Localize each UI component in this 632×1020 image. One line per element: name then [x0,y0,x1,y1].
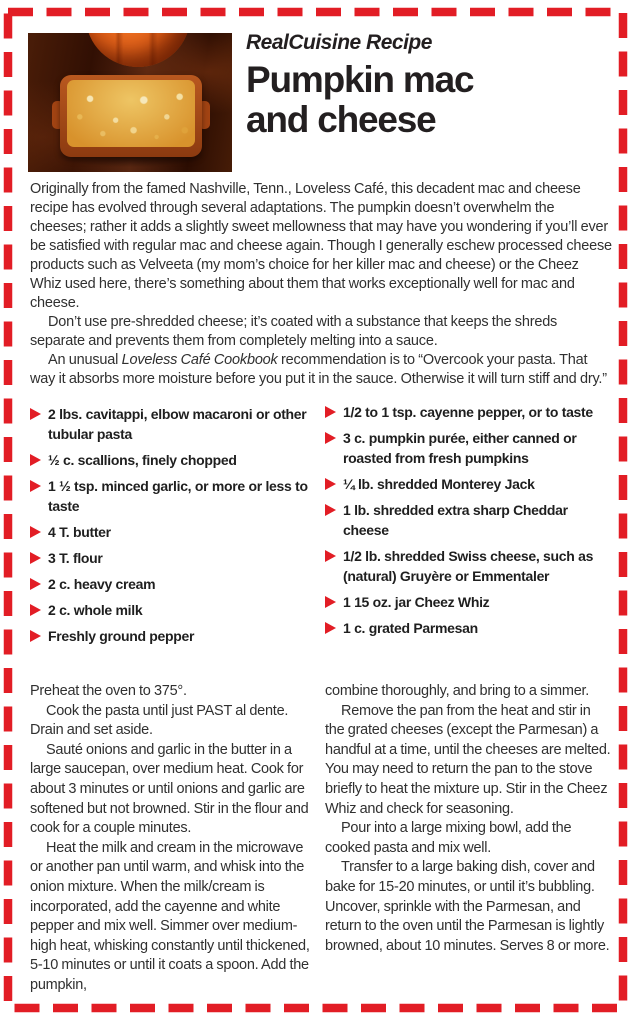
direction-paragraph: Sauté onions and garlic in the butter in a large saucepan, over medium heat. Cook for about 3 minutes or until onions and garlic are softened but not browned. Stir in the flour and cook for a couple minutes. [30,741,309,837]
ingredient-text: 1/2 to 1 tsp. cayenne pepper, or to taste [343,404,593,420]
ingredient-text: 2 c. heavy cream [48,576,156,592]
ingredient-text: ¼ lb. shredded Monterey Jack [343,476,535,492]
triangle-bullet-icon [325,596,336,608]
recipe-photo [28,33,232,172]
intro-p3-before: An unusual [48,352,122,368]
title-line-1: Pumpkin mac [246,59,474,100]
triangle-bullet-icon [325,504,336,516]
ingredient-item [30,548,322,568]
ingredient-item [30,600,322,620]
ingredients-column-right [325,402,617,644]
ingredient-text: 3 c. pumpkin purée, either canned or roasted from fresh pumpkins [343,430,577,466]
direction-paragraph: Cook the pasta until just PAST al dente. Drain and set aside. [30,702,289,739]
intro-paragraph-1: Originally from the famed Nashville, Tenn., Loveless Café, this decadent mac and cheese recipe has evolved through several adaptations. The pumpkin doesn’t overwhelm the cheeses; rather it adds a slightly sweet mellowness that may have you wondering if you’ll ever be satisfied with regular mac and cheese again. Though I generally eschew processed cheese products such as Velveeta (my mom’s choice for her killer mac and cheese) or the Cheez Whiz used here, there’s something about them that works exceptionally well for mac and cheese. [30,181,612,311]
triangle-bullet-icon [325,478,336,490]
ingredient-item [30,574,322,594]
triangle-bullet-icon [30,578,41,590]
ingredient-item [325,402,617,422]
cookbook-title: Loveless Café Cookbook [121,352,278,368]
ingredient-text: 3 T. flour [48,550,103,566]
directions-column-left [30,682,318,996]
triangle-bullet-icon [325,622,336,634]
triangle-bullet-icon [30,630,41,642]
ingredient-text: 1 lb. shredded extra sharp Cheddar cheese [343,502,568,538]
direction-paragraph: Remove the pan from the heat and stir in the grated cheeses (except the Parmesan) a handful at a time, until the cheeses are melted. You may need to return the pan to the stove briefly to heat the mixture up. Stir in the Cheez Whiz and check for seasoning. [325,702,611,817]
title-line-2: and cheese [246,99,436,140]
ingredient-item [325,546,617,586]
ingredient-item [30,522,322,542]
ingredient-item [30,626,322,646]
ingredient-text: 1 ½ tsp. minced garlic, or more or less to taste [48,478,308,514]
direction-paragraph: Pour into a large mixing bowl, add the cooked pasta and mix well. [325,820,572,856]
triangle-bullet-icon [30,480,41,492]
ingredient-item [325,618,617,638]
ingredient-text: 1 c. grated Parmesan [343,620,478,636]
intro-section [30,180,612,389]
triangle-bullet-icon [30,408,41,420]
direction-paragraph: Transfer to a large baking dish, cover and bake for 15-20 minutes, or until it’s bubbling. Uncover, sprinkle with the Parmesan, and return to the oven until the Parmesan is lightly browned, about 10 minutes. Serves 8 or more. [325,859,610,954]
intro-paragraph-2: Don’t use pre-shredded cheese; it’s coated with a substance that keeps the shreds separate and prevents them from completely melting into a sauce. [30,314,558,349]
ingredient-text: 2 lbs. cavitappi, elbow macaroni or other tubular pasta [48,406,307,442]
casserole-dish [60,75,202,157]
ingredient-text: 2 c. whole milk [48,602,143,618]
masthead [246,31,606,140]
triangle-bullet-icon [30,526,41,538]
direction-paragraph: Preheat the oven to 375°. [30,683,187,699]
recipe-title [246,60,606,140]
ingredient-item [30,404,322,444]
triangle-bullet-icon [30,552,41,564]
ingredient-text: 1 15 oz. jar Cheez Whiz [343,594,490,610]
triangle-bullet-icon [30,604,41,616]
triangle-bullet-icon [30,454,41,466]
kicker: RealCuisine Recipe [246,31,432,54]
ingredient-item [325,500,617,540]
triangle-bullet-icon [325,550,336,562]
ingredients-column-left [30,404,322,652]
ingredient-text: ½ c. scallions, finely chopped [48,452,237,468]
direction-paragraph: Heat the milk and cream in the microwave or another pan until warm, and whisk into the onion mixture. When the milk/cream is incorporated, add the cayenne and white pepper and mix well. Simmer over medium-high heat, whisking constantly until thickened, 5-10 minutes or until it coats a spoon. Add the pumpkin, [30,839,310,993]
intro-paragraph-3 [30,351,612,389]
ingredient-item [30,476,322,516]
triangle-bullet-icon [325,432,336,444]
ingredient-item [325,474,617,494]
mac-and-cheese-surface [67,80,195,147]
ingredient-item [30,450,322,470]
ingredient-text: Freshly ground pepper [48,628,195,644]
direction-paragraph: combine thoroughly, and bring to a simmer. [325,683,590,699]
directions-column-right [325,682,613,956]
ingredient-text: 1/2 lb. shredded Swiss cheese, such as (natural) Gruyère or Emmentaler [343,548,594,584]
intro-p3-after: recommendation is to “Overcook your pasta. That way it absorbs more moisture before you put it in the sauce. Otherwise it will turn stiff and dry.” [30,352,607,387]
pumpkin-in-photo [86,33,190,67]
triangle-bullet-icon [325,406,336,418]
ingredient-text: 4 T. butter [48,524,111,540]
ingredient-item [325,592,617,612]
ingredient-item [325,428,617,468]
